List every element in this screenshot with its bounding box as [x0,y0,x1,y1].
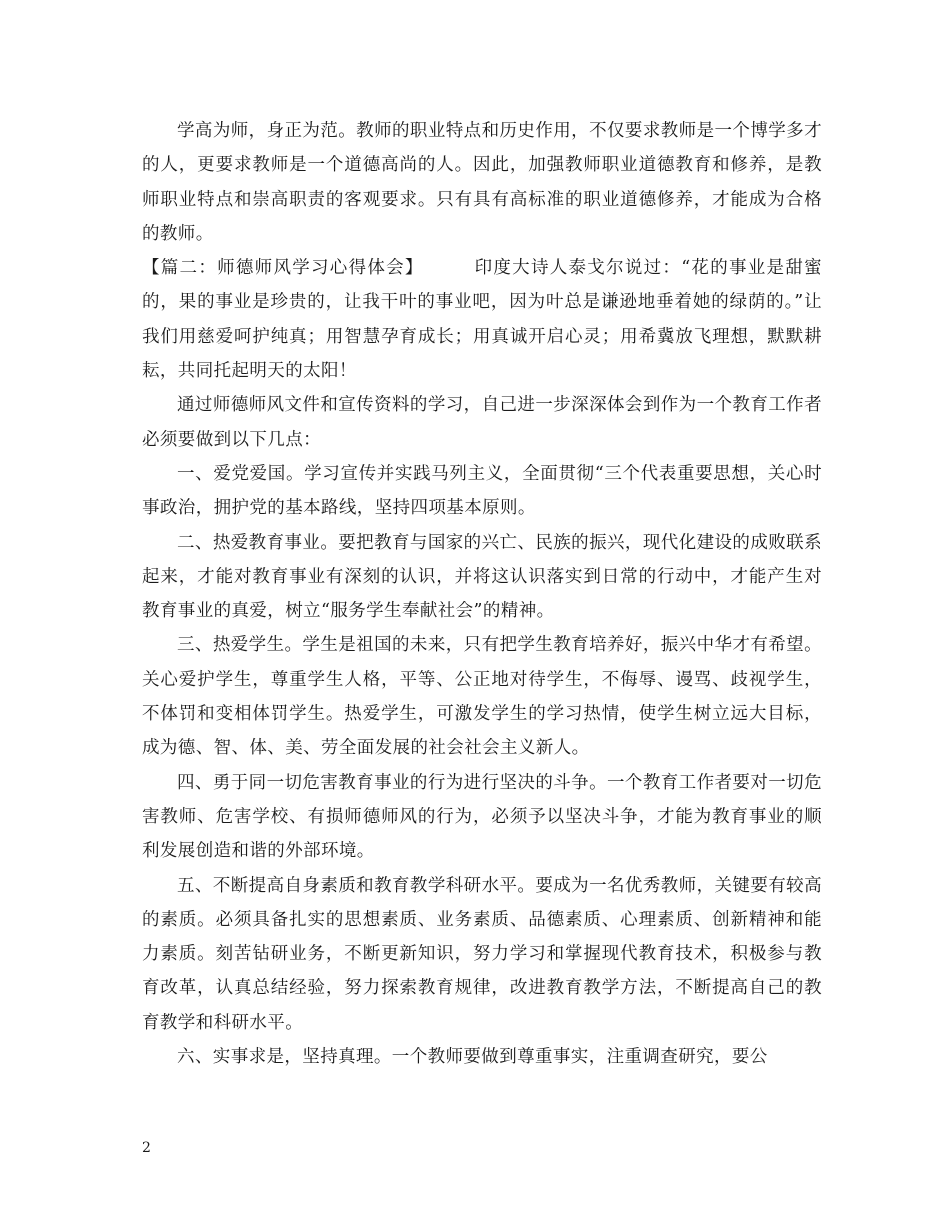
paragraph-2-text: 印度大诗人泰戈尔说过：“花的事业是甜蜜的，果的事业是珍贵的，让我干叶的事业吧，因为叶总是谦逊地垂着她的绿荫的。”让我们用慈爱呵护纯真；用智慧孕育成长；用真诚开启心灵；用希冀放飞理想，默默耕耘，共同托起明天的太阳！ [142,258,823,382]
paragraph-6: 三、热爱学生。学生是祖国的未来，只有把学生教育培养好，振兴中华才有希望。关心爱护学生，尊重学生人格，平等、公正地对待学生，不侮辱、谩骂、歧视学生，不体罚和变相体罚学生。热爱学生，可激发学生的学习热情，使学生树立远大目标，成为德、智、体、美、劳全面发展的社会社会主义新人。 [142,635,822,759]
paragraph-1: 学高为师，身正为范。教师的职业特点和历史作用，不仅要求教师是一个博学多才的人，更要求教师是一个道德高尚的人。因此，加强教师职业道德教育和修养，是教师职业特点和崇高职责的客观要求。只有具有高标准的职业道德修养，才能成为合格的教师。 [142,121,822,244]
paragraph-2 [142,251,822,388]
paragraph-4: 一、爱党爱国。学习宣传并实践马列主义，全面贯彻“三个代表重要思想，关心时事政治，拥护党的基本路线，坚持四项基本原则。 [142,463,822,519]
page-number: 2 [142,1140,151,1156]
paragraph-3: 通过师德师风文件和宣传资料的学习，自己进一步深深体会到作为一个教育工作者必须要做到以下几点： [142,395,822,450]
document-body [142,114,822,1074]
paragraph-9: 六、实事求是，坚持真理。一个教师要做到尊重事实，注重调查研究，要公 [177,1047,768,1068]
section-heading: 【篇二：师德师风学习心得体会】 [142,258,424,279]
paragraph-8: 五、不断提高自身素质和教育教学科研水平。要成为一名优秀教师，关键要有较高的素质。必须具备扎实的思想素质、业务素质、品德素质、心理素质、创新精神和能力素质。刻苦钻研业务，不断更新知识，努力学习和掌握现代教育技术，积极参与教育改革，认真总结经验，努力探索教育规律，改进教育教学方法，不断提高自己的教育教学和科研水平。 [142,875,822,1033]
paragraph-7: 四、勇于同一切危害教育事业的行为进行坚决的斗争。一个教育工作者要对一切危害教师、危害学校、有损师德师风的行为，必须予以坚决斗争，才能为教育事业的顺利发展创造和谐的外部环境。 [142,772,822,862]
paragraph-5: 二、热爱教育事业。要把教育与国家的兴亡、民族的振兴，现代化建设的成败联系起来，才能对教育事业有深刻的认识，并将这认识落实到日常的行动中，才能产生对教育事业的真爱，树立“服务学生奉献社会”的精神。 [142,532,822,622]
